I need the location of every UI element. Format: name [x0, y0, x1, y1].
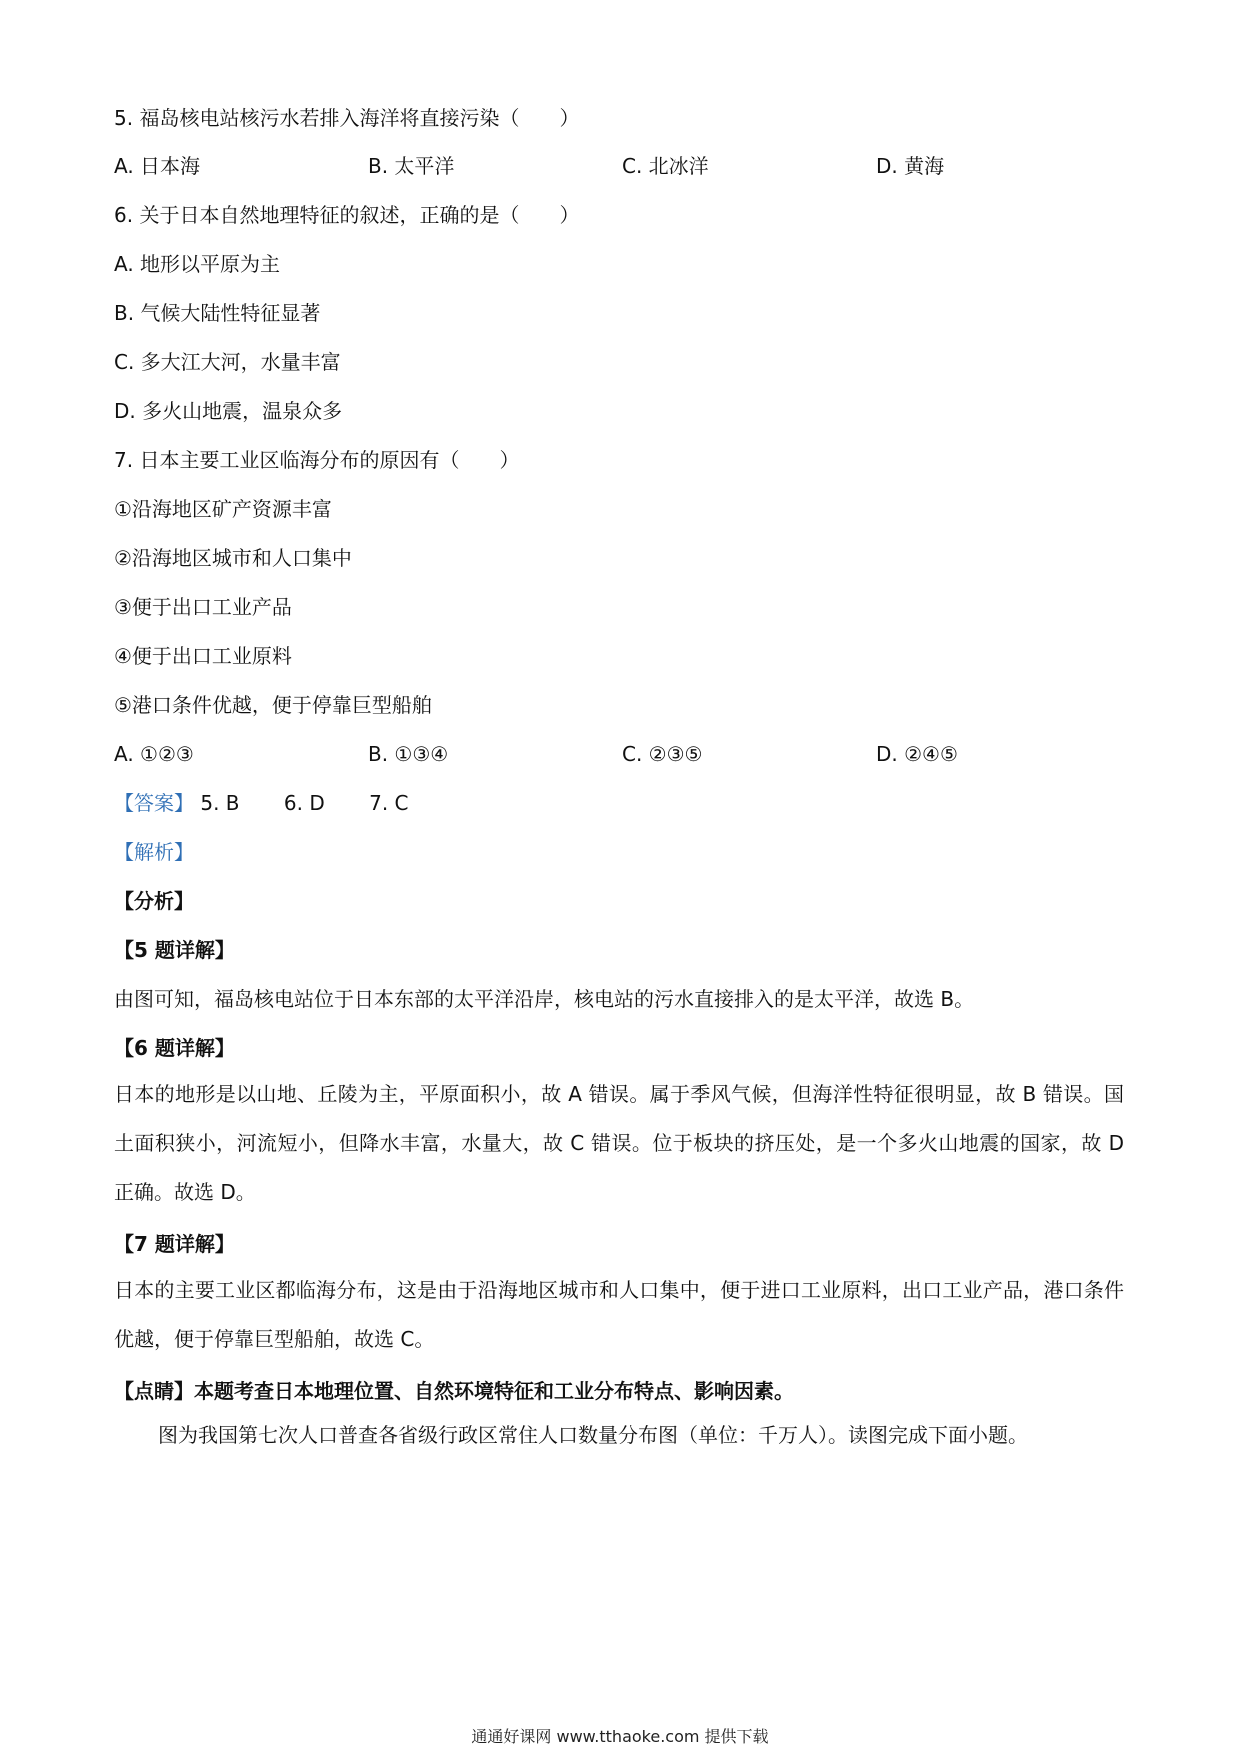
q6-option-d: D. 多火山地震，温泉众多 — [114, 399, 343, 423]
detail-7-heading: 【7 题详解】 — [114, 1232, 235, 1256]
q5-stem: 5. 福岛核电站核污水若排入海洋将直接污染（ ） — [114, 106, 580, 130]
detail-5-heading: 【5 题详解】 — [114, 938, 235, 962]
q7-options — [114, 740, 1124, 768]
q5-option-b: B. 太平洋 — [368, 154, 455, 178]
q6-option-a: A. 地形以平原为主 — [114, 252, 281, 276]
answer-label: 【答案】 — [114, 791, 194, 815]
q6-stem: 6. 关于日本自然地理特征的叙述，正确的是（ ） — [114, 203, 580, 227]
q5-option-a: A. 日本海 — [114, 154, 201, 178]
answer-6: 6. D — [283, 791, 325, 815]
q7-option-a: A. ①②③ — [114, 742, 194, 766]
q6-option-c: C. 多大江大河，水量丰富 — [114, 350, 341, 374]
q7-item-2: ②沿海地区城市和人口集中 — [114, 546, 352, 570]
footer-watermark: 通通好课网 www.tthaoke.com 提供下载 — [471, 1727, 769, 1746]
q7-option-c: C. ②③⑤ — [622, 742, 703, 766]
q5-options — [114, 152, 1124, 180]
q7-item-4: ④便于出口工业原料 — [114, 644, 292, 668]
q7-item-1: ①沿海地区矿产资源丰富 — [114, 497, 332, 521]
answer-5: 5. B — [200, 791, 240, 815]
detail-5-text: 由图可知，福岛核电站位于日本东部的太平洋沿岸，核电站的污水直接排入的是太平洋，故选 B。 — [114, 987, 975, 1011]
q7-item-5: ⑤港口条件优越，便于停靠巨型船舶 — [114, 693, 432, 717]
q6-option-b: B. 气候大陆性特征显著 — [114, 301, 321, 325]
q7-option-b: B. ①③④ — [368, 742, 449, 766]
q7-item-3: ③便于出口工业产品 — [114, 595, 292, 619]
answer-7: 7. C — [369, 791, 409, 815]
answer-line — [114, 789, 447, 817]
detail-6-heading: 【6 题详解】 — [114, 1036, 235, 1060]
next-section-intro: 图为我国第七次人口普查各省级行政区常住人口数量分布图（单位：千万人）。读图完成下面小题。 — [158, 1423, 1028, 1447]
q5-option-c: C. 北冰洋 — [622, 154, 709, 178]
q7-stem: 7. 日本主要工业区临海分布的原因有（ ） — [114, 448, 520, 472]
detail-6-text: 日本的地形是以山地、丘陵为主，平原面积小，故 A 错误。属于季风气候，但海洋性特征很明显，故 B 错误。国土面积狭小，河流短小，但降水丰富，水量大，故 C 错误。位于板块的挤压处，是一个多火山地震的国家，故 D 正确。故选 D。 — [114, 1082, 1124, 1204]
analysis-label: 【解析】 — [114, 840, 194, 864]
q5-option-d: D. 黄海 — [876, 154, 945, 178]
dianjing-note: 【点睛】本题考查日本地理位置、自然环境特征和工业分布特点、影响因素。 — [114, 1379, 794, 1403]
q7-option-d: D. ②④⑤ — [876, 742, 958, 766]
fenxi-heading: 【分析】 — [114, 889, 194, 913]
detail-7-text: 日本的主要工业区都临海分布，这是由于沿海地区城市和人口集中，便于进口工业原料，出口工业产品，港口条件优越，便于停靠巨型船舶，故选 C。 — [114, 1278, 1124, 1351]
